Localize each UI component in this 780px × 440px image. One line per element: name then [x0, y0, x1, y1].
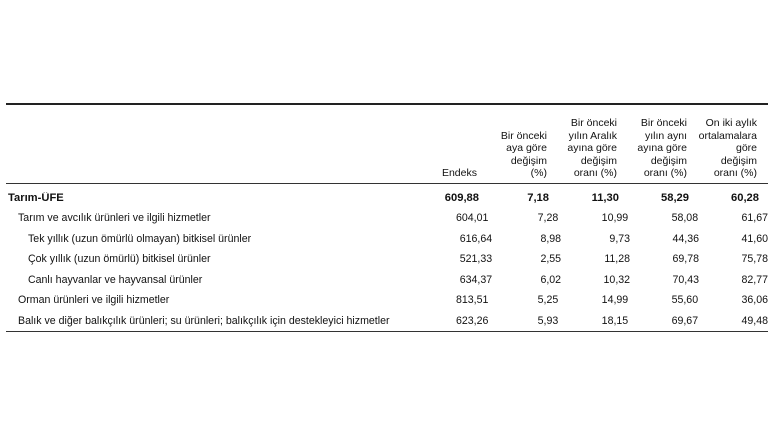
header-monthly-change: Bir önceki aya göre değişim (%): [500, 129, 547, 180]
cell-endeks: 634,37: [459, 273, 493, 286]
cell-monthly-change: 6,02: [540, 273, 562, 286]
cell-yoy-change: 58,29: [661, 191, 689, 204]
cell-endeks: 616,64: [459, 232, 493, 245]
row-label: Canlı hayvanlar ve hayvansal ürünler: [28, 273, 203, 286]
cell-12-month-avg-change: 41,60: [741, 232, 768, 245]
cell-ytd-change: 11,30: [591, 191, 619, 204]
cell-endeks: 609,88: [444, 191, 479, 204]
cell-ytd-change: 10,99: [601, 212, 629, 225]
cell-yoy-change: 58,08: [671, 212, 699, 225]
price-index-table: [6, 103, 768, 332]
cell-12-month-avg-change: 61,67: [741, 212, 768, 225]
cell-monthly-change: 2,55: [540, 253, 562, 266]
cell-yoy-change: 70,43: [672, 273, 700, 286]
cell-monthly-change: 7,18: [527, 191, 549, 204]
cell-12-month-avg-change: 49,48: [741, 314, 768, 327]
row-label: Çok yıllık (uzun ömürlü) bitkisel ürünler: [28, 253, 211, 266]
table-row-tarim-ufe: [6, 187, 768, 208]
table-bottom-rule: [6, 331, 768, 332]
row-label: Tarım ve avcılık ürünleri ve ilgili hizmetler: [18, 212, 211, 225]
table-row: [6, 249, 768, 270]
table-row: [6, 208, 768, 229]
table-row: [6, 270, 768, 291]
cell-endeks: 813,51: [455, 294, 489, 307]
header-12-month-avg-change: On iki aylık ortalamalara göre değişim oranı (%): [698, 117, 757, 180]
table-header-row: [6, 105, 768, 183]
cell-12-month-avg-change: 82,77: [741, 273, 768, 286]
cell-endeks: 521,33: [459, 253, 493, 266]
row-label: Balık ve diğer balıkçılık ürünleri; su ürünleri; balıkçılık için destekleyici hizmetler: [18, 314, 390, 327]
cell-ytd-change: 18,15: [601, 314, 629, 327]
table-row: [6, 290, 768, 311]
table-row: [6, 311, 768, 332]
cell-monthly-change: 5,25: [537, 294, 559, 307]
cell-12-month-avg-change: 36,06: [741, 294, 768, 307]
cell-ytd-change: 9,73: [609, 232, 631, 245]
header-yoy-change: Bir önceki yılın aynı ayına göre değişim oranı (%): [637, 117, 687, 180]
cell-monthly-change: 8,98: [540, 232, 562, 245]
table-row: [6, 229, 768, 250]
cell-yoy-change: 44,36: [672, 232, 700, 245]
cell-endeks: 604,01: [455, 212, 489, 225]
cell-ytd-change: 11,28: [604, 253, 631, 266]
cell-yoy-change: 69,78: [672, 253, 700, 266]
cell-ytd-change: 10,32: [603, 273, 631, 286]
cell-ytd-change: 14,99: [601, 294, 629, 307]
cell-12-month-avg-change: 75,78: [741, 253, 768, 266]
cell-12-month-avg-change: 60,28: [731, 191, 759, 204]
cell-yoy-change: 69,67: [671, 314, 699, 327]
header-label-column: [6, 180, 431, 183]
cell-yoy-change: 55,60: [671, 294, 699, 307]
row-label: Orman ürünleri ve ilgili hizmetler: [18, 294, 170, 307]
header-ytd-change: Bir önceki yılın Aralık ayına göre değişim oranı (%): [567, 117, 617, 180]
cell-monthly-change: 7,28: [537, 212, 559, 225]
cell-monthly-change: 5,93: [537, 314, 559, 327]
header-endeks: Endeks: [441, 167, 477, 180]
row-label: Tarım-ÜFE: [8, 191, 64, 204]
cell-endeks: 623,26: [455, 314, 489, 327]
row-label: Tek yıllık (uzun ömürlü olmayan) bitkisel ürünler: [28, 232, 252, 245]
